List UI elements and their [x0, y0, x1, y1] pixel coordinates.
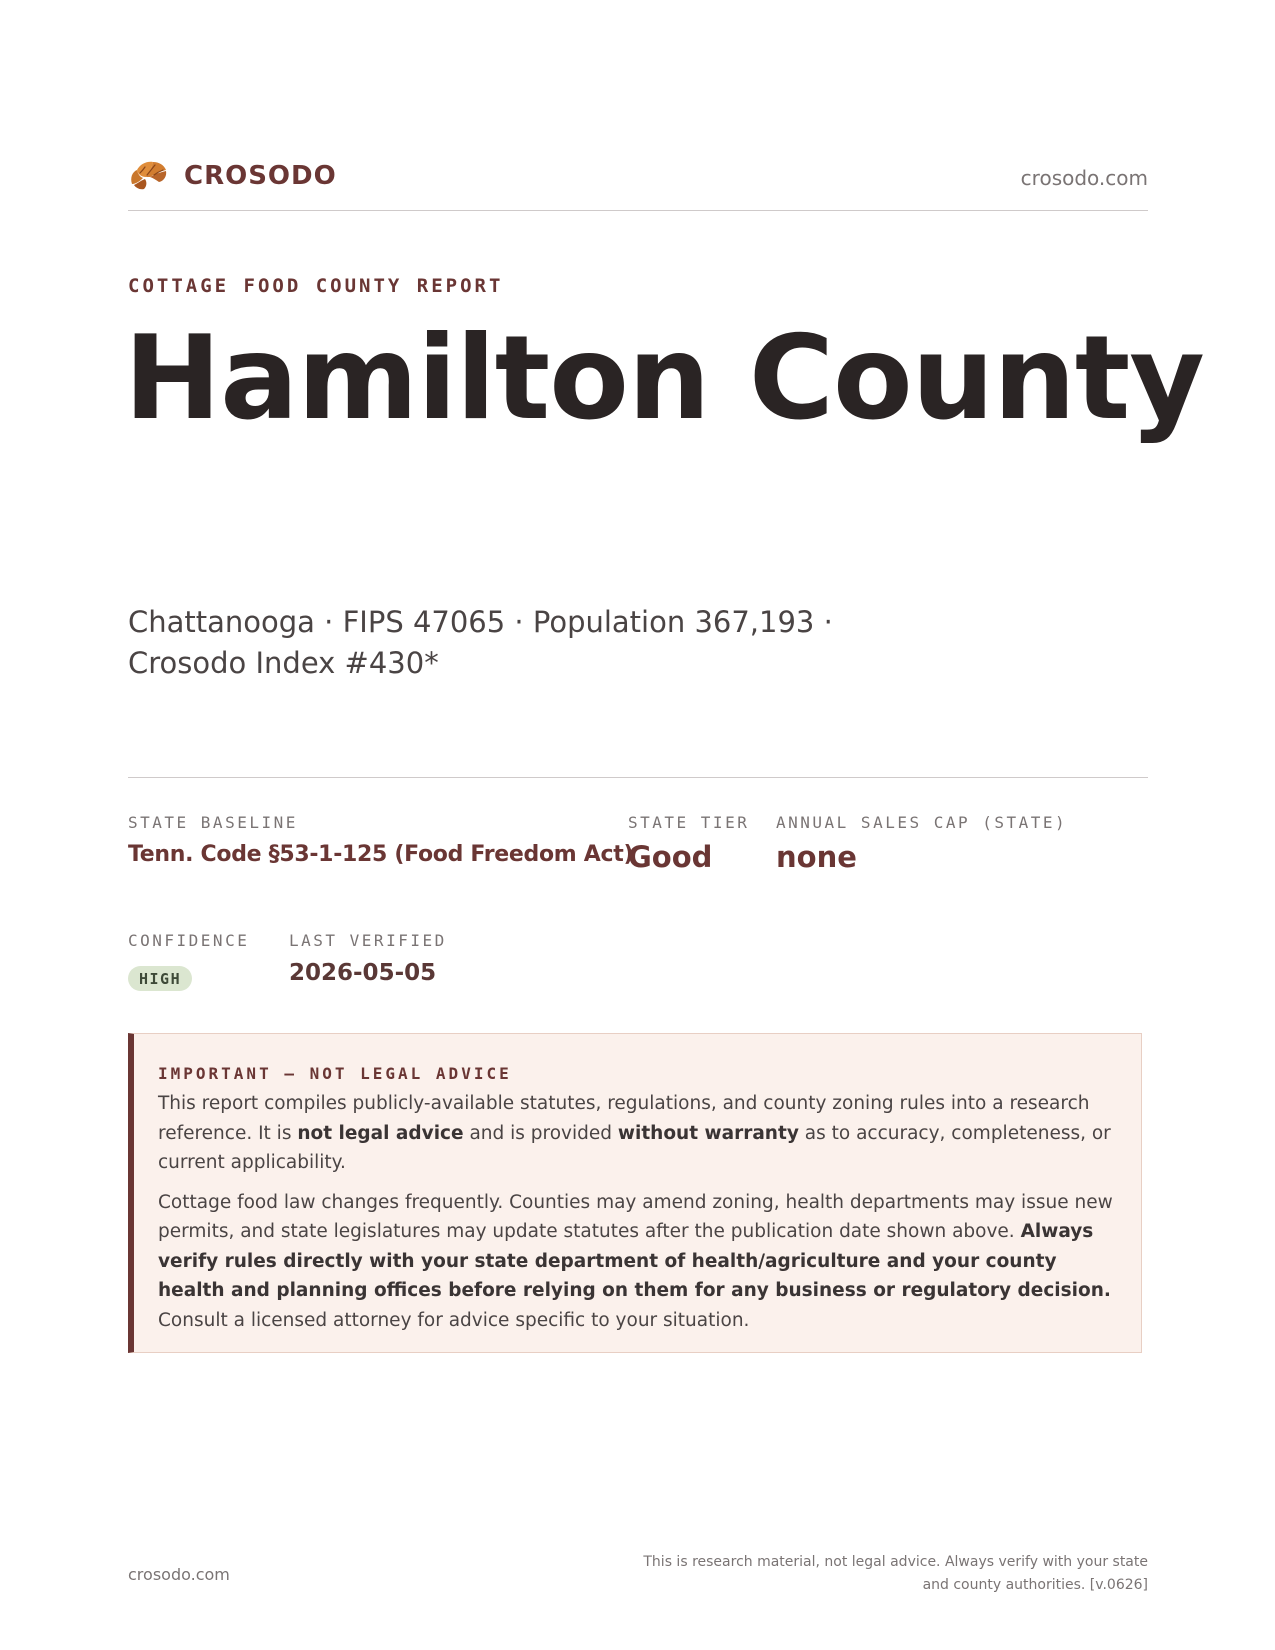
state-baseline-field [128, 813, 633, 867]
state-tier-value: Good [628, 840, 713, 874]
notice-body [158, 1089, 1124, 1345]
confidence-label: CONFIDENCE [128, 931, 250, 950]
sales-cap-value: none [776, 840, 857, 874]
legal-notice [128, 1033, 1142, 1353]
brand-name: CROSODO [184, 161, 337, 191]
section-divider [128, 777, 1148, 778]
header [128, 158, 1148, 198]
state-tier-field [628, 813, 749, 874]
county-title: Hamilton County [124, 311, 1204, 446]
sales-cap-label: ANNUAL SALES CAP (STATE) [776, 813, 1068, 832]
logo[interactable] [128, 158, 337, 194]
notice-text: Cottage food law changes frequently. Counties may amend zoning, health departments may issue new permits, and state legislatures may update statutes after the publication date shown above. [158, 1191, 1113, 1242]
last-verified-field [289, 931, 447, 986]
footer-disclaimer-line-1: This is research material, not legal advice. Always verify with your state [643, 1554, 1148, 1570]
notice-text: This report compiles publicly-available statutes, regulations, and county zoning rules into a research reference. It is [158, 1093, 1090, 1144]
sales-cap-field [776, 813, 1067, 874]
report-page [124, 0, 1204, 1650]
county-subtitle: Chattanooga · FIPS 47065 · Population 367,193 · Crosodo Index #430* [128, 605, 833, 680]
header-divider [128, 210, 1148, 211]
notice-emphasis: not legal advice [297, 1122, 464, 1144]
notice-paragraph-2 [158, 1188, 1124, 1336]
confidence-field [128, 931, 249, 991]
site-link[interactable]: crosodo.com [1020, 166, 1148, 190]
state-tier-label: STATE TIER [628, 813, 750, 832]
report-eyebrow: COTTAGE FOOD COUNTY REPORT [128, 275, 504, 297]
notice-emphasis: Always verify rules directly with your state department of health/agriculture and your county health and planning offices before relying on them for any business or regulatory decision. [158, 1221, 1111, 1301]
notice-emphasis: without warranty [617, 1122, 799, 1144]
notice-title: IMPORTANT — NOT LEGAL ADVICE [158, 1064, 512, 1083]
notice-text: Consult a licensed attorney for advice specific to your situation. [158, 1309, 750, 1331]
last-verified-label: LAST VERIFIED [289, 931, 447, 950]
notice-text: as to accuracy, completeness, or current applicability. [158, 1122, 1111, 1173]
notice-text: and is provided [463, 1122, 618, 1144]
footer-disclaimer-line-2: and county authorities. [v.0626] [922, 1577, 1148, 1593]
footer-disclaimer [628, 1551, 1148, 1597]
state-baseline-label: STATE BASELINE [128, 813, 298, 832]
last-verified-value: 2026-05-05 [289, 960, 437, 986]
notice-paragraph-1 [158, 1089, 1124, 1178]
footer-site[interactable]: crosodo.com [128, 1565, 230, 1584]
croissant-icon [128, 158, 168, 194]
confidence-badge: HIGH [128, 966, 192, 991]
state-baseline-value: Tenn. Code §53-1-125 (Food Freedom Act) [128, 842, 634, 867]
